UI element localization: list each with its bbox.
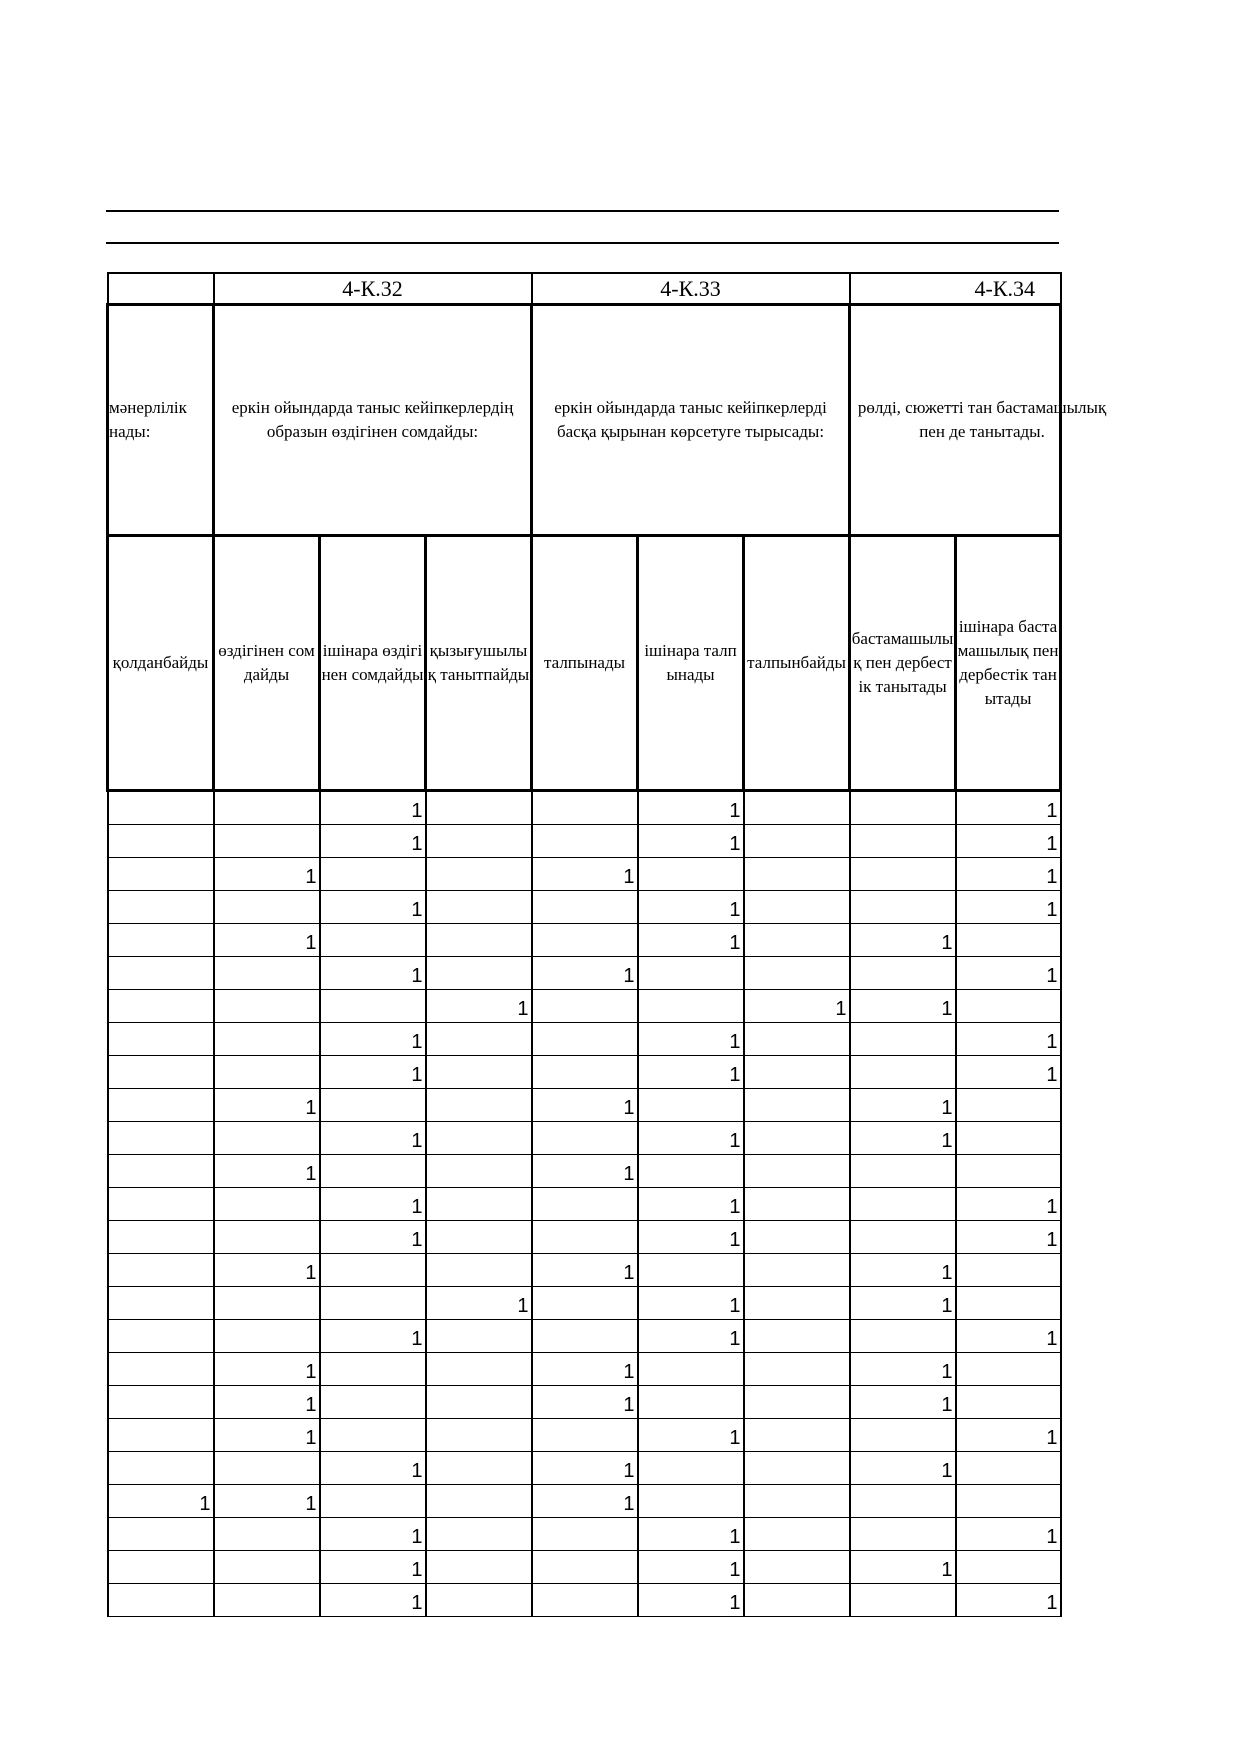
table-cell (214, 791, 320, 825)
table-cell (850, 858, 956, 891)
table-cell (108, 1254, 214, 1287)
table-cell (744, 1551, 850, 1584)
table-cell: 1 (214, 1254, 320, 1287)
table-cell: 1 (532, 1485, 638, 1518)
table-cell (532, 791, 638, 825)
table-cell (744, 957, 850, 990)
table-cell: 1 (956, 1584, 1061, 1617)
table-cell: 1 (320, 957, 426, 990)
options-row (108, 536, 1061, 791)
table-cell: 1 (214, 1353, 320, 1386)
table-row (108, 1155, 1061, 1188)
table-cell (532, 1584, 638, 1617)
table-cell (638, 1089, 744, 1122)
table-cell (850, 1155, 956, 1188)
table-cell: 1 (426, 990, 532, 1023)
table-cell (108, 891, 214, 924)
table-cell (956, 1287, 1061, 1320)
table-cell: 1 (638, 1419, 744, 1452)
table-cell: 1 (320, 825, 426, 858)
table-cell (956, 1485, 1061, 1518)
table-row (108, 990, 1061, 1023)
table-cell (108, 1419, 214, 1452)
table-cell: 1 (320, 1518, 426, 1551)
table-cell (638, 1386, 744, 1419)
option-7: бастамашылық пен дербестік танытады (850, 536, 956, 791)
group-description-1: еркін ойындарда таныс кейіпкерлердің образын өздігінен сомдайды: (214, 305, 532, 536)
table-cell (638, 1155, 744, 1188)
table-cell (744, 1254, 850, 1287)
table-cell: 1 (956, 957, 1061, 990)
table-cell (744, 1419, 850, 1452)
table-cell: 1 (956, 891, 1061, 924)
group-code-2: 4-К.33 (532, 273, 850, 305)
table-cell (532, 1551, 638, 1584)
table-row (108, 1386, 1061, 1419)
table-cell (214, 1188, 320, 1221)
table-cell: 1 (214, 1485, 320, 1518)
table-cell (850, 1518, 956, 1551)
table-cell (214, 1452, 320, 1485)
table-row (108, 1056, 1061, 1089)
table-cell (320, 1386, 426, 1419)
table-cell: 1 (638, 1551, 744, 1584)
table-cell: 1 (320, 1320, 426, 1353)
table-cell (214, 1056, 320, 1089)
table-cell (426, 1452, 532, 1485)
table-cell: 1 (850, 924, 956, 957)
table-cell (744, 1386, 850, 1419)
table-cell (426, 1056, 532, 1089)
table-cell: 1 (638, 891, 744, 924)
table-cell (214, 1518, 320, 1551)
table-cell (638, 858, 744, 891)
table-cell (108, 957, 214, 990)
table-cell (956, 1452, 1061, 1485)
table-cell (108, 1089, 214, 1122)
table-cell: 1 (532, 1386, 638, 1419)
table-cell (956, 1155, 1061, 1188)
table-cell: 1 (638, 1518, 744, 1551)
table-cell: 1 (956, 791, 1061, 825)
table-cell (426, 1353, 532, 1386)
table-cell (532, 1122, 638, 1155)
table-cell (320, 1287, 426, 1320)
table-cell (744, 1485, 850, 1518)
table-cell: 1 (956, 1221, 1061, 1254)
table-cell: 1 (320, 791, 426, 825)
table-row (108, 1485, 1061, 1518)
table-cell (744, 1056, 850, 1089)
table-cell: 1 (320, 1188, 426, 1221)
option-3: қызығушылық танытпайды (426, 536, 532, 791)
table-cell (744, 1518, 850, 1551)
group-code-3: 4-К.34 (850, 273, 1061, 305)
table-row (108, 858, 1061, 891)
table-cell (214, 957, 320, 990)
table-cell (744, 1155, 850, 1188)
table-cell: 1 (320, 1452, 426, 1485)
table-cell (744, 924, 850, 957)
table-cell: 1 (638, 1287, 744, 1320)
table-cell (108, 924, 214, 957)
table-cell (744, 791, 850, 825)
table-cell: 1 (956, 858, 1061, 891)
table-cell (108, 1221, 214, 1254)
option-2: ішінара өздігінен сомдайды (320, 536, 426, 791)
table-cell: 1 (320, 1221, 426, 1254)
table-cell: 1 (214, 1419, 320, 1452)
table-cell (108, 1551, 214, 1584)
table-cell: 1 (956, 1023, 1061, 1056)
table-cell (638, 1452, 744, 1485)
table-cell: 1 (850, 1254, 956, 1287)
table-cell (850, 791, 956, 825)
table-cell (532, 990, 638, 1023)
table-cell (214, 1551, 320, 1584)
table-cell (638, 990, 744, 1023)
table-cell: 1 (744, 990, 850, 1023)
table-cell (426, 1551, 532, 1584)
table-cell (744, 825, 850, 858)
table-row (108, 1221, 1061, 1254)
group-description-3: рөлді, сюжетті тан бастамашылық пен де танытады. (850, 305, 1061, 536)
table-cell (426, 825, 532, 858)
table-cell: 1 (532, 1353, 638, 1386)
table-cell: 1 (214, 858, 320, 891)
second-rule (106, 242, 1059, 244)
table-cell (108, 1122, 214, 1155)
table-cell (214, 1320, 320, 1353)
table-cell: 1 (638, 1056, 744, 1089)
option-0: қолданбайды (108, 536, 214, 791)
table-cell: 1 (532, 1155, 638, 1188)
table-cell: 1 (532, 1452, 638, 1485)
table-cell: 1 (638, 924, 744, 957)
table-cell: 1 (638, 791, 744, 825)
table-row (108, 1353, 1061, 1386)
table-cell (426, 1386, 532, 1419)
table-cell (850, 1056, 956, 1089)
description-row (108, 305, 1061, 536)
table-cell (426, 1122, 532, 1155)
table-cell (320, 858, 426, 891)
table-cell (108, 791, 214, 825)
table-cell (850, 825, 956, 858)
assessment-table (106, 272, 1107, 1617)
table-row (108, 825, 1061, 858)
table-cell (956, 1386, 1061, 1419)
table-cell (426, 1155, 532, 1188)
table-cell (320, 1254, 426, 1287)
table-cell (744, 1320, 850, 1353)
table-cell (108, 1287, 214, 1320)
table-cell (426, 1320, 532, 1353)
table-row (108, 957, 1061, 990)
table-cell: 1 (320, 1056, 426, 1089)
table-cell (744, 1023, 850, 1056)
table-cell (956, 1551, 1061, 1584)
table-cell: 1 (638, 1023, 744, 1056)
table-cell (320, 1089, 426, 1122)
table-cell (532, 825, 638, 858)
table-row (108, 1551, 1061, 1584)
table-cell (108, 1188, 214, 1221)
table-cell (426, 1221, 532, 1254)
table-row (108, 1452, 1061, 1485)
table-cell: 1 (638, 1584, 744, 1617)
table-row (108, 1188, 1061, 1221)
table-cell (532, 891, 638, 924)
table-cell: 1 (320, 1122, 426, 1155)
table-row (108, 1089, 1061, 1122)
table-cell (532, 1221, 638, 1254)
table-cell: 1 (850, 1551, 956, 1584)
table-cell (108, 1320, 214, 1353)
table-cell (532, 1023, 638, 1056)
table-cell (744, 1353, 850, 1386)
table-cell (638, 957, 744, 990)
group-code-0 (108, 273, 214, 305)
table-cell: 1 (638, 1188, 744, 1221)
table-cell (956, 1254, 1061, 1287)
table-cell: 1 (532, 1254, 638, 1287)
table-row (108, 791, 1061, 825)
table-cell (108, 990, 214, 1023)
table-cell (214, 891, 320, 924)
table-cell (956, 1122, 1061, 1155)
table-cell: 1 (956, 1518, 1061, 1551)
table-cell (320, 1353, 426, 1386)
table-cell (532, 1518, 638, 1551)
table-cell: 1 (532, 1089, 638, 1122)
table-cell: 1 (638, 1122, 744, 1155)
table-cell (214, 1221, 320, 1254)
table-row (108, 924, 1061, 957)
table-cell (214, 1584, 320, 1617)
top-rule (106, 210, 1059, 212)
table-cell (850, 1584, 956, 1617)
table-cell (426, 924, 532, 957)
table-row (108, 1518, 1061, 1551)
option-8: ішінара бастамашылық пен дербестік танытады (956, 536, 1061, 791)
table-cell: 1 (956, 1188, 1061, 1221)
table-cell (532, 924, 638, 957)
table-cell (850, 1485, 956, 1518)
table-cell: 1 (426, 1287, 532, 1320)
table-cell: 1 (956, 1320, 1061, 1353)
assessment-sheet (106, 272, 1107, 1642)
table-cell: 1 (214, 1386, 320, 1419)
table-cell (426, 858, 532, 891)
table-cell: 1 (850, 1452, 956, 1485)
table-cell (426, 891, 532, 924)
table-cell: 1 (850, 1089, 956, 1122)
table-row (108, 1023, 1061, 1056)
table-cell (850, 1023, 956, 1056)
table-cell: 1 (532, 858, 638, 891)
table-cell (744, 1188, 850, 1221)
table-cell: 1 (108, 1485, 214, 1518)
table-cell: 1 (850, 1287, 956, 1320)
table-cell (850, 1188, 956, 1221)
table-cell (426, 1023, 532, 1056)
table-cell (320, 1485, 426, 1518)
table-cell: 1 (956, 1419, 1061, 1452)
table-cell: 1 (850, 990, 956, 1023)
code-row (108, 273, 1061, 305)
group-description-0: мәнерлілік нады: (108, 305, 214, 536)
table-row (108, 1287, 1061, 1320)
table-cell: 1 (214, 1155, 320, 1188)
table-cell (426, 957, 532, 990)
table-cell: 1 (638, 825, 744, 858)
table-cell (426, 1254, 532, 1287)
option-4: талпынады (532, 536, 638, 791)
table-cell (744, 858, 850, 891)
table-cell: 1 (638, 1320, 744, 1353)
table-row (108, 1419, 1061, 1452)
option-6: талпынбайды (744, 536, 850, 791)
table-cell: 1 (320, 891, 426, 924)
table-cell: 1 (956, 825, 1061, 858)
table-cell (532, 1056, 638, 1089)
table-cell: 1 (956, 1056, 1061, 1089)
table-cell (108, 1023, 214, 1056)
table-cell (426, 1188, 532, 1221)
table-cell (532, 1188, 638, 1221)
table-cell (320, 1155, 426, 1188)
table-cell (850, 1221, 956, 1254)
table-cell (426, 791, 532, 825)
table-cell (744, 1122, 850, 1155)
table-cell: 1 (214, 924, 320, 957)
table-cell: 1 (850, 1386, 956, 1419)
table-cell (532, 1320, 638, 1353)
table-cell (426, 1518, 532, 1551)
group-code-1: 4-К.32 (214, 273, 532, 305)
table-cell: 1 (320, 1023, 426, 1056)
table-cell (744, 1221, 850, 1254)
option-5: ішінара талпынады (638, 536, 744, 791)
table-cell (108, 1386, 214, 1419)
table-cell (744, 1452, 850, 1485)
table-cell (956, 990, 1061, 1023)
table-cell (638, 1353, 744, 1386)
table-cell (214, 825, 320, 858)
table-cell (426, 1584, 532, 1617)
table-cell (320, 1419, 426, 1452)
table-cell (108, 1452, 214, 1485)
table-row (108, 1254, 1061, 1287)
table-row (108, 1584, 1061, 1617)
table-cell (320, 924, 426, 957)
table-cell (850, 1419, 956, 1452)
table-cell (214, 990, 320, 1023)
table-cell: 1 (532, 957, 638, 990)
table-cell (638, 1254, 744, 1287)
table-cell (638, 1485, 744, 1518)
table-cell (744, 1287, 850, 1320)
table-cell (744, 1584, 850, 1617)
table-cell (426, 1485, 532, 1518)
table-cell (956, 1089, 1061, 1122)
table-cell (956, 1353, 1061, 1386)
table-cell (426, 1089, 532, 1122)
table-row (108, 1320, 1061, 1353)
table-cell (744, 1089, 850, 1122)
table-cell (956, 924, 1061, 957)
table-cell (320, 990, 426, 1023)
table-cell (108, 1155, 214, 1188)
table-cell (108, 825, 214, 858)
group-description-2: еркін ойындарда таныс кейіпкерлерді басқа қырынан көрсетуге тырысады: (532, 305, 850, 536)
table-cell: 1 (214, 1089, 320, 1122)
table-cell (850, 957, 956, 990)
table-cell (108, 1056, 214, 1089)
table-cell (108, 858, 214, 891)
table-cell (744, 891, 850, 924)
table-cell (214, 1122, 320, 1155)
option-1: өздігінен сомдайды (214, 536, 320, 791)
table-cell (532, 1287, 638, 1320)
table-cell (108, 1584, 214, 1617)
table-cell (426, 1419, 532, 1452)
table-row (108, 891, 1061, 924)
table-cell: 1 (320, 1584, 426, 1617)
table-cell: 1 (850, 1122, 956, 1155)
table-cell (108, 1518, 214, 1551)
table-row (108, 1122, 1061, 1155)
table-cell: 1 (320, 1551, 426, 1584)
table-cell: 1 (850, 1353, 956, 1386)
table-cell (850, 1320, 956, 1353)
table-cell (214, 1023, 320, 1056)
table-cell (108, 1353, 214, 1386)
table-cell (214, 1287, 320, 1320)
table-cell (850, 891, 956, 924)
table-cell: 1 (638, 1221, 744, 1254)
table-cell (532, 1419, 638, 1452)
